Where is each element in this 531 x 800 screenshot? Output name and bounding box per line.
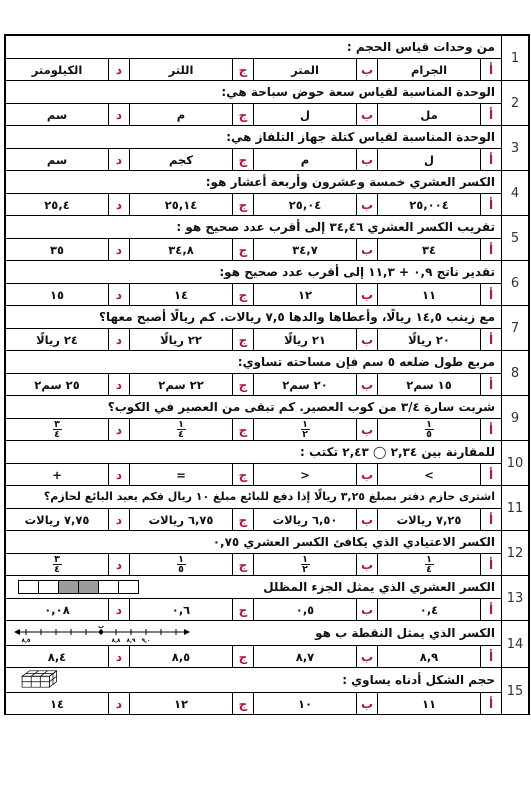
question-stem: الوحدة المناسبة لقياس كتلة جهاز التلفاز هي: bbox=[6, 126, 501, 149]
option-letter: ب bbox=[356, 554, 377, 575]
question-stem: اشترى حازم دفتر بمبلغ ٣,٢٥ ريالًا إذا دفع للبائع مبلغ ١٠ ريال فكم يعيد البائع لحازم؟ bbox=[6, 486, 501, 509]
question-13 bbox=[6, 576, 528, 621]
option-b[interactable] bbox=[253, 693, 377, 714]
option-text: ١٥ سم٢ bbox=[406, 377, 452, 392]
fraction bbox=[301, 420, 310, 439]
option-d[interactable] bbox=[6, 419, 129, 440]
option-a[interactable] bbox=[377, 646, 501, 667]
option-text: ٢٥,٠٤ bbox=[288, 197, 322, 212]
option-text: < bbox=[300, 467, 310, 482]
option-a[interactable] bbox=[377, 464, 501, 485]
option-letter: أ bbox=[480, 554, 501, 575]
option-a[interactable] bbox=[377, 284, 501, 305]
option-text: ٢٤ ريالًا bbox=[36, 332, 78, 347]
question-stem: الكسر العشري خمسة وعشرون وأربعة أعشار هو: bbox=[6, 171, 501, 194]
option-d[interactable] bbox=[6, 374, 129, 395]
question-number: 2 bbox=[501, 81, 528, 125]
option-letter: د bbox=[108, 464, 129, 485]
option-letter: ب bbox=[356, 239, 377, 260]
strip-cell-shaded bbox=[78, 581, 98, 593]
option-text: ١١ bbox=[421, 287, 437, 302]
question-stem: الكسر العشري الذي يمثل الجزء المظلل bbox=[263, 580, 495, 594]
option-letter: ب bbox=[356, 194, 377, 215]
question-number: 9 bbox=[501, 396, 528, 440]
option-c[interactable] bbox=[129, 329, 253, 350]
question-11 bbox=[6, 486, 528, 531]
option-text: ٢٢ ريالًا bbox=[160, 332, 202, 347]
option-d[interactable] bbox=[6, 599, 129, 620]
option-letter: د bbox=[108, 284, 129, 305]
option-text: م bbox=[300, 152, 310, 167]
question-stem: الكسر الاعتيادي الذي يكافئ الكسر العشري ٠,٧٥ bbox=[6, 531, 501, 554]
question-number: 6 bbox=[501, 261, 528, 305]
option-letter: د bbox=[108, 693, 129, 714]
question-7 bbox=[6, 306, 528, 351]
numerator: ١ bbox=[302, 554, 308, 565]
option-b[interactable] bbox=[253, 599, 377, 620]
question-12 bbox=[6, 531, 528, 576]
option-c[interactable] bbox=[129, 149, 253, 170]
option-text: ٢٥ سم٢ bbox=[34, 377, 80, 392]
option-text: ٠,٤ bbox=[419, 602, 439, 617]
option-text: كجم bbox=[169, 152, 193, 167]
question-9 bbox=[6, 396, 528, 441]
option-b[interactable] bbox=[253, 554, 377, 575]
option-letter: ب bbox=[356, 104, 377, 125]
option-letter: ب bbox=[356, 419, 377, 440]
question-4 bbox=[6, 171, 528, 216]
exam-sheet bbox=[4, 34, 530, 715]
option-text: ٧,٢٥ ريالات bbox=[396, 512, 462, 527]
option-letter: د bbox=[108, 599, 129, 620]
option-b[interactable] bbox=[253, 646, 377, 667]
fraction bbox=[301, 555, 310, 574]
option-letter: د bbox=[108, 149, 129, 170]
option-text: ٣٥ bbox=[49, 242, 65, 257]
numerator: ٣ bbox=[54, 419, 60, 430]
option-letter: ج bbox=[232, 194, 253, 215]
option-d[interactable] bbox=[6, 104, 129, 125]
option-text: ٦,٧٥ ريالات bbox=[148, 512, 214, 527]
question-number: 11 bbox=[501, 486, 528, 530]
option-letter: د bbox=[108, 59, 129, 80]
option-letter: ج bbox=[232, 509, 253, 530]
option-text: ل bbox=[300, 107, 310, 122]
option-text: ١٤ bbox=[173, 287, 189, 302]
option-c[interactable] bbox=[129, 104, 253, 125]
option-c[interactable] bbox=[129, 239, 253, 260]
option-c[interactable] bbox=[129, 693, 253, 714]
option-b[interactable] bbox=[253, 149, 377, 170]
question-stem-row bbox=[6, 576, 501, 599]
option-letter: ج bbox=[232, 59, 253, 80]
option-c[interactable] bbox=[129, 419, 253, 440]
tick-label: ٨,٨ bbox=[111, 638, 121, 643]
option-letter: د bbox=[108, 419, 129, 440]
option-a[interactable] bbox=[377, 104, 501, 125]
option-letter: د bbox=[108, 374, 129, 395]
denominator: ٤ bbox=[426, 564, 432, 575]
question-stem: حجم الشكل أدناه يساوي : bbox=[342, 673, 495, 687]
option-b[interactable] bbox=[253, 509, 377, 530]
option-letter: ج bbox=[232, 419, 253, 440]
option-letter: د bbox=[108, 104, 129, 125]
option-letter: د bbox=[108, 194, 129, 215]
question-number: 12 bbox=[501, 531, 528, 575]
question-number: 14 bbox=[501, 621, 528, 667]
option-a[interactable] bbox=[377, 509, 501, 530]
option-c[interactable] bbox=[129, 464, 253, 485]
fraction bbox=[425, 555, 434, 574]
option-text: ٨,٤ bbox=[47, 649, 67, 664]
option-letter: أ bbox=[480, 104, 501, 125]
tick-label: ٨,٩ bbox=[126, 638, 136, 643]
option-b[interactable] bbox=[253, 329, 377, 350]
question-stem: تقريب الكسر العشري ٣٤,٤٦ إلى أقرب عدد صحيح هو : bbox=[6, 216, 501, 239]
option-d[interactable] bbox=[6, 329, 129, 350]
question-stem: الوحدة المناسبة لقياس سعة حوض سباحة هي: bbox=[6, 81, 501, 104]
option-text: ٨,٥ bbox=[171, 649, 191, 664]
option-text: ٠,٦ bbox=[171, 602, 191, 617]
unit-cubes-figure bbox=[18, 669, 68, 689]
option-b[interactable] bbox=[253, 374, 377, 395]
strip-cell bbox=[118, 581, 138, 593]
option-c[interactable] bbox=[129, 374, 253, 395]
fraction bbox=[53, 420, 62, 439]
option-d[interactable] bbox=[6, 194, 129, 215]
option-letter: ج bbox=[232, 599, 253, 620]
question-10 bbox=[6, 441, 528, 486]
question-3 bbox=[6, 126, 528, 171]
option-text: ٧,٧٥ ريالات bbox=[24, 512, 90, 527]
option-text: الكيلومتر bbox=[31, 62, 83, 77]
option-d[interactable] bbox=[6, 464, 129, 485]
option-letter: ج bbox=[232, 149, 253, 170]
question-stem: الكسر الذي يمثل النقطة ب هو bbox=[315, 626, 495, 640]
option-letter: أ bbox=[480, 599, 501, 620]
option-letter: أ bbox=[480, 284, 501, 305]
numerator: ١ bbox=[426, 419, 432, 430]
option-c[interactable] bbox=[129, 554, 253, 575]
option-a[interactable] bbox=[377, 329, 501, 350]
option-b[interactable] bbox=[253, 419, 377, 440]
numerator: ٣ bbox=[54, 554, 60, 565]
question-number: 10 bbox=[501, 441, 528, 485]
option-letter: د bbox=[108, 239, 129, 260]
question-2 bbox=[6, 81, 528, 126]
option-text: ٢١ ريالًا bbox=[284, 332, 326, 347]
question-stem: شربت سارة ٣/٤ من كوب العصير. كم تبقى من العصير في الكوب؟ bbox=[6, 396, 501, 419]
strip-cell-shaded bbox=[58, 581, 78, 593]
option-a[interactable] bbox=[377, 194, 501, 215]
tick-label: ٨,٥ bbox=[21, 638, 31, 643]
option-a[interactable] bbox=[377, 149, 501, 170]
option-d[interactable] bbox=[6, 239, 129, 260]
fraction bbox=[177, 420, 186, 439]
question-number: 8 bbox=[501, 351, 528, 395]
question-number: 5 bbox=[501, 216, 528, 260]
option-a[interactable] bbox=[377, 554, 501, 575]
option-d[interactable] bbox=[6, 59, 129, 80]
option-a[interactable] bbox=[377, 239, 501, 260]
option-c[interactable] bbox=[129, 509, 253, 530]
numerator: ١ bbox=[178, 419, 184, 430]
option-letter: ج bbox=[232, 374, 253, 395]
option-text: ١٢ bbox=[173, 696, 189, 711]
denominator: ٥ bbox=[178, 564, 184, 575]
strip-cell bbox=[98, 581, 118, 593]
fraction bbox=[177, 555, 186, 574]
option-letter: أ bbox=[480, 239, 501, 260]
denominator: ٤ bbox=[54, 564, 60, 575]
option-c[interactable] bbox=[129, 646, 253, 667]
option-d[interactable] bbox=[6, 509, 129, 530]
question-15 bbox=[6, 668, 528, 715]
option-c[interactable] bbox=[129, 599, 253, 620]
strip-cell bbox=[19, 581, 38, 593]
option-letter: ج bbox=[232, 646, 253, 667]
question-stem-row bbox=[6, 668, 501, 693]
question-stem: تقدير ناتج ٠,٩ + ١١,٣ إلى أقرب عدد صحيح هو: bbox=[6, 261, 501, 284]
option-text: ١٥ bbox=[49, 287, 65, 302]
option-letter: د bbox=[108, 554, 129, 575]
option-a[interactable] bbox=[377, 419, 501, 440]
option-text: المتر bbox=[291, 62, 319, 77]
option-text: ١٠ bbox=[297, 696, 313, 711]
numerator: ١ bbox=[178, 554, 184, 565]
option-letter: ب bbox=[356, 284, 377, 305]
numerator: ١ bbox=[302, 419, 308, 430]
option-a[interactable] bbox=[377, 374, 501, 395]
option-letter: ب bbox=[356, 693, 377, 714]
option-letter: د bbox=[108, 509, 129, 530]
option-text: سم bbox=[46, 107, 68, 122]
question-stem: من وحدات قياس الحجم : bbox=[6, 36, 501, 59]
option-letter: ب bbox=[356, 509, 377, 530]
option-c[interactable] bbox=[129, 59, 253, 80]
option-b[interactable] bbox=[253, 194, 377, 215]
option-text: ٢٠ سم٢ bbox=[282, 377, 328, 392]
option-text: ١٤ bbox=[49, 696, 65, 711]
option-letter: أ bbox=[480, 509, 501, 530]
question-5 bbox=[6, 216, 528, 261]
option-letter: أ bbox=[480, 464, 501, 485]
fraction bbox=[425, 420, 434, 439]
option-letter: د bbox=[108, 646, 129, 667]
option-letter: أ bbox=[480, 693, 501, 714]
option-letter: د bbox=[108, 329, 129, 350]
denominator: ٥ bbox=[426, 429, 432, 440]
option-text: > bbox=[424, 467, 434, 482]
option-letter: أ bbox=[480, 329, 501, 350]
option-letter: أ bbox=[480, 149, 501, 170]
option-b[interactable] bbox=[253, 239, 377, 260]
option-b[interactable] bbox=[253, 464, 377, 485]
question-14 bbox=[6, 621, 528, 668]
option-letter: ج bbox=[232, 554, 253, 575]
question-stem: للمقارنة بين ٢,٣٤ ◯ ٢,٤٣ تكتب : bbox=[6, 441, 501, 464]
option-text: ٢٠ ريالًا bbox=[408, 332, 450, 347]
option-c[interactable] bbox=[129, 284, 253, 305]
fraction bbox=[53, 555, 62, 574]
point-b-label: ب bbox=[97, 623, 105, 630]
question-1 bbox=[6, 36, 528, 81]
option-d[interactable] bbox=[6, 693, 129, 714]
question-number: 7 bbox=[501, 306, 528, 350]
option-a[interactable] bbox=[377, 59, 501, 80]
option-text: ١١ bbox=[421, 696, 437, 711]
option-letter: ب bbox=[356, 464, 377, 485]
denominator: ٢ bbox=[302, 564, 308, 575]
option-a[interactable] bbox=[377, 693, 501, 714]
option-text: ٣٤,٨ bbox=[168, 242, 194, 257]
numerator: ١ bbox=[426, 554, 432, 565]
option-text: ٢٥,٤ bbox=[44, 197, 70, 212]
option-text: ٣٤,٧ bbox=[292, 242, 318, 257]
option-text: ٢٢ سم٢ bbox=[158, 377, 204, 392]
question-stem: مع زينب ١٤,٥ ريالًا، وأعطاها والدها ٧,٥ ريالات. كم ريالًا أصبح معها؟ bbox=[6, 306, 501, 329]
option-a[interactable] bbox=[377, 599, 501, 620]
question-8 bbox=[6, 351, 528, 396]
option-text: ل bbox=[424, 152, 434, 167]
option-letter: ب bbox=[356, 599, 377, 620]
shaded-strip-figure bbox=[18, 580, 139, 594]
option-text: ٣٤ bbox=[421, 242, 437, 257]
option-letter: ج bbox=[232, 284, 253, 305]
option-letter: أ bbox=[480, 194, 501, 215]
option-d[interactable] bbox=[6, 149, 129, 170]
option-letter: ج bbox=[232, 239, 253, 260]
option-d[interactable] bbox=[6, 646, 129, 667]
option-text: اللتر bbox=[168, 62, 194, 77]
option-d[interactable] bbox=[6, 554, 129, 575]
option-text: ٨,٧ bbox=[295, 649, 315, 664]
option-text: ٠,٥ bbox=[295, 602, 315, 617]
option-letter: أ bbox=[480, 646, 501, 667]
tick-label: ٩,٠ bbox=[141, 638, 151, 643]
option-text: م bbox=[176, 107, 186, 122]
question-number: 1 bbox=[501, 36, 528, 80]
option-text: ٢٥,١٤ bbox=[164, 197, 198, 212]
option-letter: ج bbox=[232, 329, 253, 350]
option-letter: ب bbox=[356, 149, 377, 170]
option-text: = bbox=[176, 467, 186, 482]
denominator: ٢ bbox=[302, 429, 308, 440]
option-letter: ب bbox=[356, 329, 377, 350]
question-6 bbox=[6, 261, 528, 306]
option-letter: ب bbox=[356, 646, 377, 667]
number-line-figure bbox=[12, 623, 192, 643]
option-d[interactable] bbox=[6, 284, 129, 305]
option-text: ١٢ bbox=[297, 287, 313, 302]
option-text: ٢٥,٠٠٤ bbox=[409, 197, 449, 212]
option-b[interactable] bbox=[253, 104, 377, 125]
question-number: 15 bbox=[501, 668, 528, 714]
option-text: سم bbox=[46, 152, 68, 167]
option-text: + bbox=[52, 467, 62, 482]
option-letter: ج bbox=[232, 464, 253, 485]
option-letter: أ bbox=[480, 59, 501, 80]
question-stem-row bbox=[6, 621, 501, 646]
option-b[interactable] bbox=[253, 59, 377, 80]
question-stem: مربع طول ضلعه ٥ سم فإن مساحته تساوي: bbox=[6, 351, 501, 374]
option-letter: ج bbox=[232, 693, 253, 714]
option-letter: أ bbox=[480, 419, 501, 440]
denominator: ٤ bbox=[178, 429, 184, 440]
option-text: ٦,٥٠ ريالات bbox=[272, 512, 338, 527]
option-letter: ب bbox=[356, 374, 377, 395]
point-b-marker bbox=[99, 630, 103, 634]
option-text: ٨,٩ bbox=[419, 649, 439, 664]
option-letter: ب bbox=[356, 59, 377, 80]
question-number: 4 bbox=[501, 171, 528, 215]
denominator: ٤ bbox=[54, 429, 60, 440]
option-b[interactable] bbox=[253, 284, 377, 305]
strip-cell bbox=[38, 581, 58, 593]
question-number: 3 bbox=[501, 126, 528, 170]
option-letter: ج bbox=[232, 104, 253, 125]
option-text: مل bbox=[420, 107, 438, 122]
question-number: 13 bbox=[501, 576, 528, 620]
option-c[interactable] bbox=[129, 194, 253, 215]
option-text: الجرام bbox=[410, 62, 448, 77]
option-text: ٠,٠٨ bbox=[44, 602, 70, 617]
option-letter: أ bbox=[480, 374, 501, 395]
